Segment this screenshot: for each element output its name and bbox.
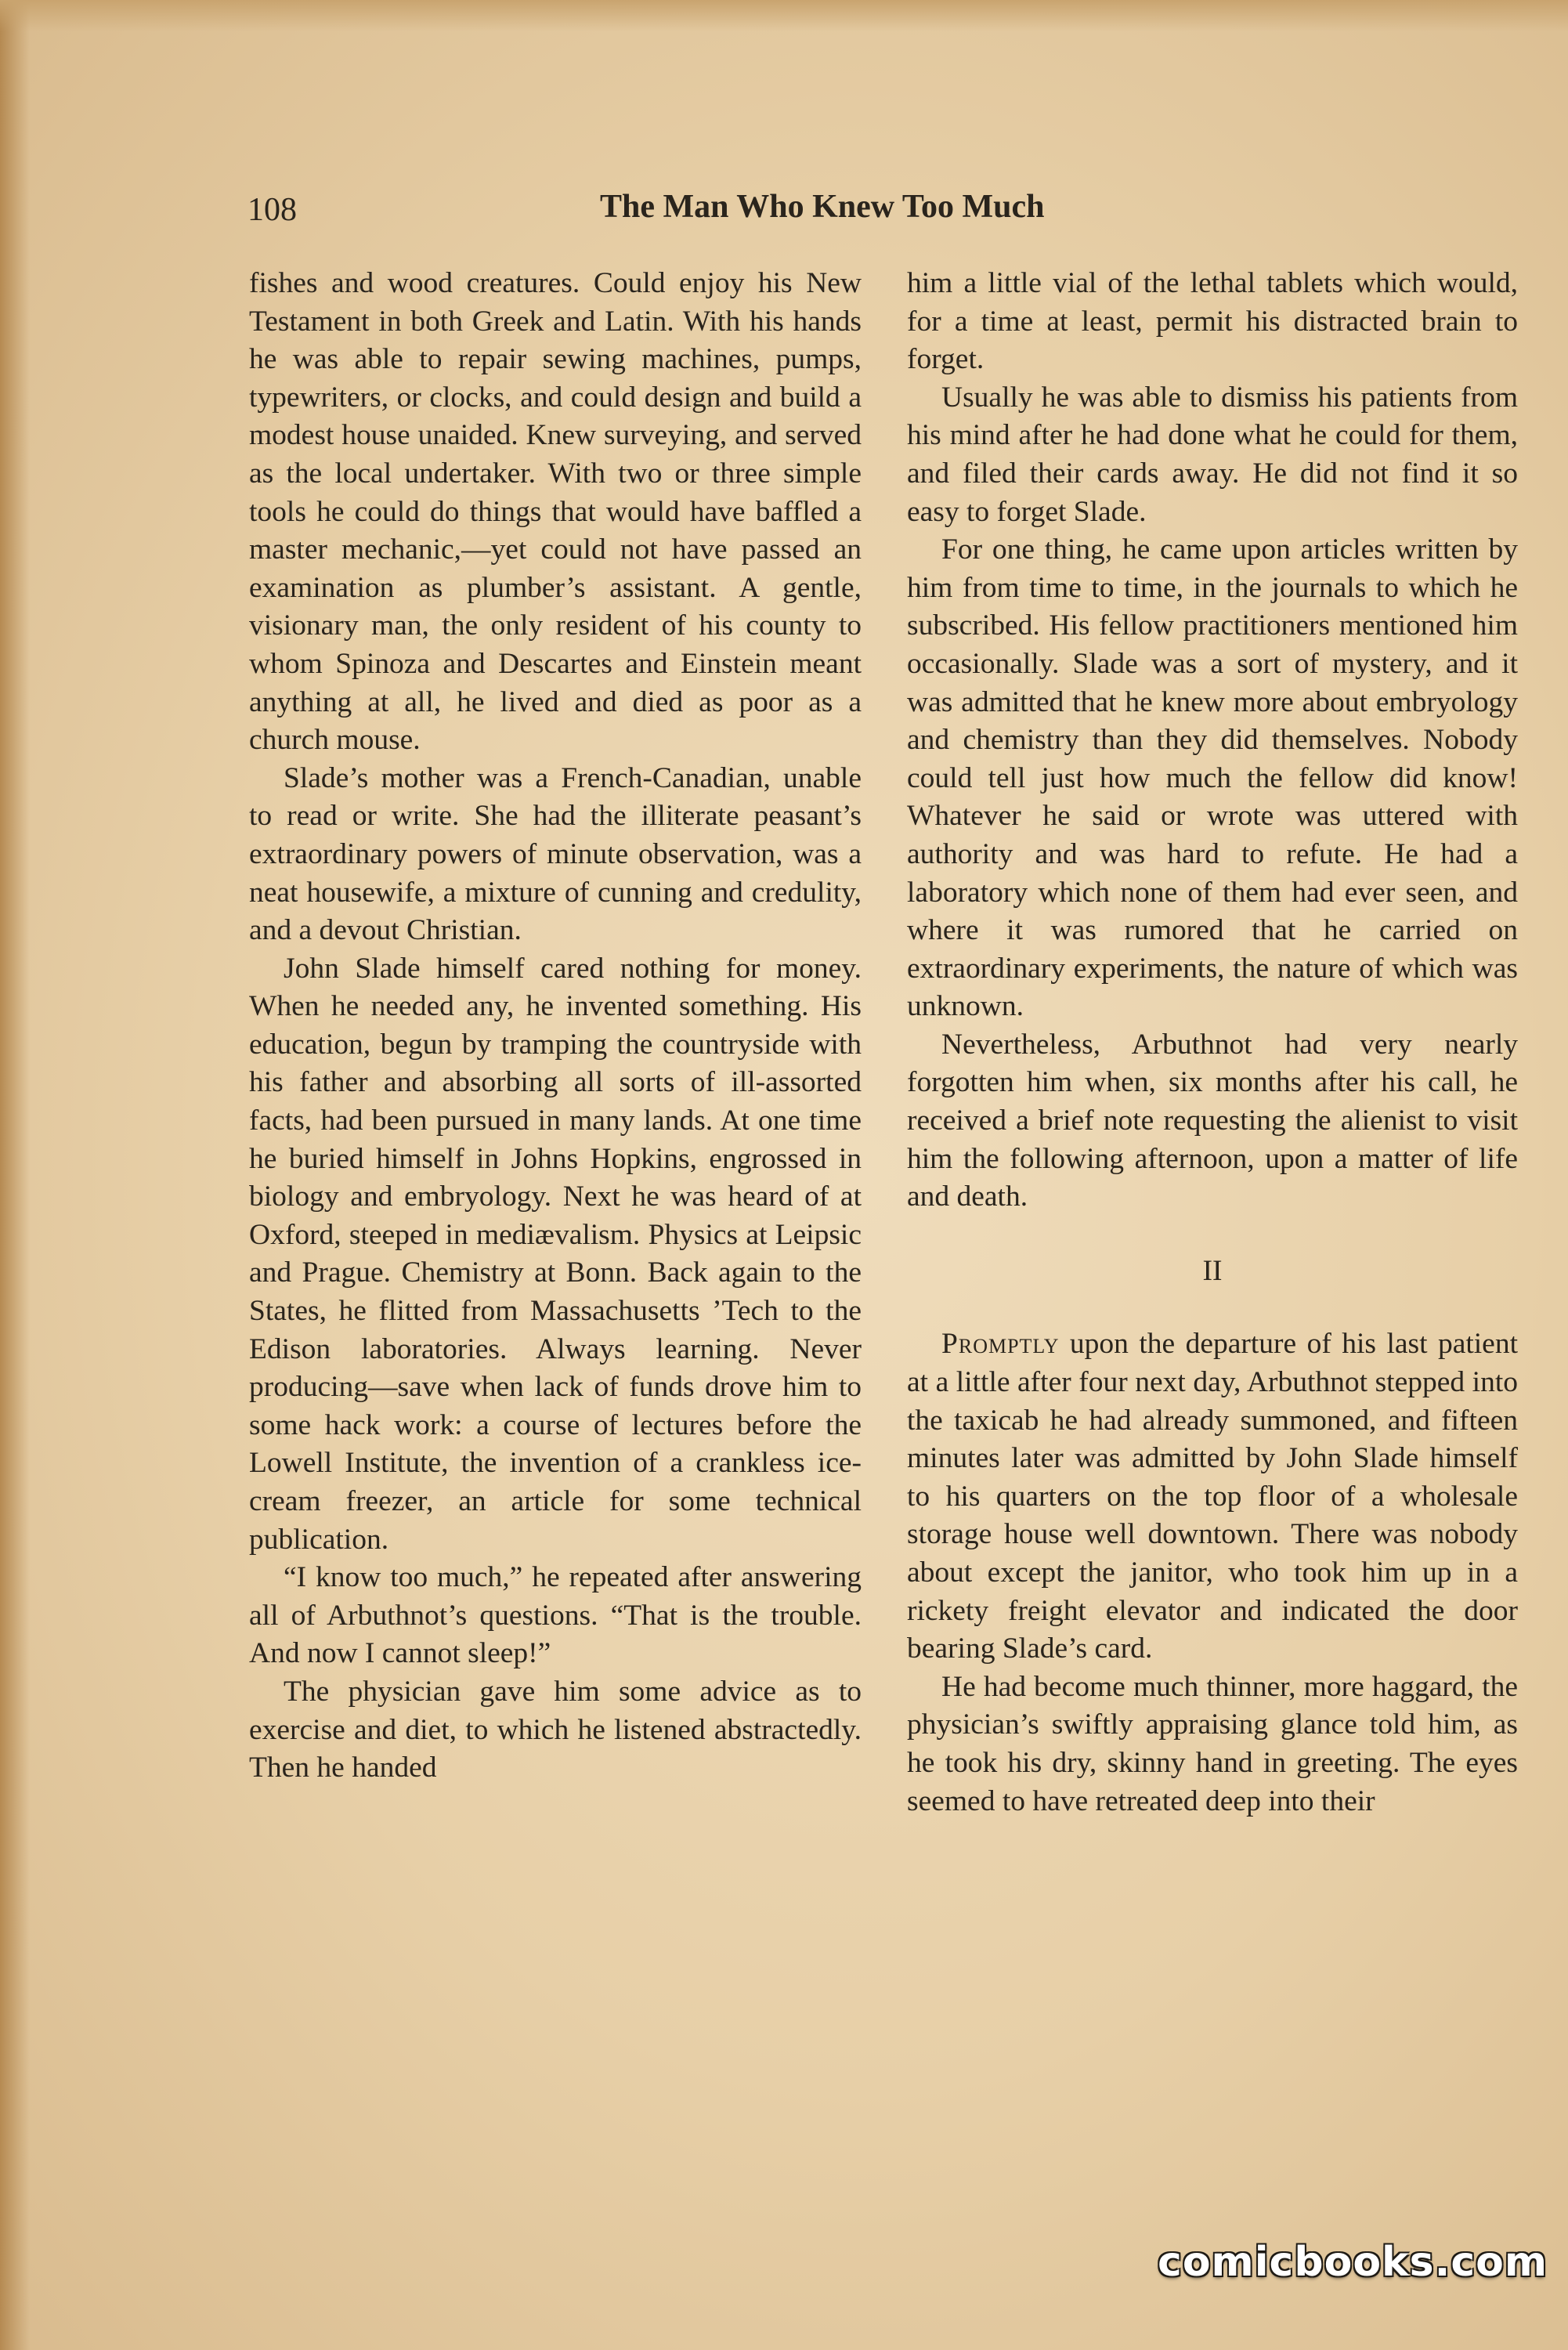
- paragraph: him a little vial of the lethal tablets which would, for a time at least, permit his distracted brain to forget.: [907, 267, 1518, 376]
- paragraph: Slade’s mother was a French-Canadian, unable to read or write. She had the illiterate peasant’s extraordinary powers of minute observation, was a neat housewife, a mixture of cunning and credulity, and a devout Christian.: [249, 761, 862, 947]
- paragraph: Usually he was able to dismiss his patients from his mind after he had done what he could for them, and filed their cards away. He did not find it so easy to forget Slade.: [907, 381, 1518, 528]
- paragraph-section-start: [907, 1325, 1518, 1668]
- paragraph: The physician gave him some advice as to exercise and diet, to which he listened abstractedly. Then he handed: [249, 1675, 862, 1784]
- section-number: II: [1202, 1254, 1223, 1287]
- lead-word: Promptly: [941, 1328, 1060, 1361]
- paragraph: For one thing, he came upon articles written by him from time to time, in the journals to which he subscribed. His fellow practitioners mentioned him occasionally. Slade was a sort of mystery, and it was admitted that he knew more about embryology and chemistry than they did themselves. Nobody could tell just how much the fellow did know! Whatever he said or wrote was uttered with authority and was hard to refute. He had a laboratory which none of them had ever seen, and where it was rumored that he carried on extraordinary experiments, the nature of which was unknown.: [907, 533, 1518, 1023]
- left-column: [249, 265, 862, 1788]
- paragraph: fishes and wood creatures. Could enjoy his New Testament in both Greek and Latin. With his hands he was able to repair sewing machines, pumps, typewriters, or clocks, and could design and build a modest house unaided. Knew surveying, and served as the local undertaker. With two or three simple tools he could do things that would have baffled a master mechanic,—yet could not have passed an examination as plumber’s assistant. A gentle, visionary man, the only resident of his county to whom Spinoza and Descartes and Einstein meant anything at all, he lived and died as poor as a church mouse.: [249, 267, 862, 757]
- paragraph-text: upon the departure of his last patient at a little after four next day, Arbuthnot stepped into the taxicab he had already summoned, and fifteen minutes later was admitted by John Slade himself to his quarters on the top floor of a wholesale storage house well downtown. There was nobody about except the janitor, who took him up in a rickety freight elevator and indicated the door bearing Slade’s card.: [907, 1328, 1518, 1665]
- paragraph: “I know too much,” he repeated after answering all of Arbuthnot’s questions. “That is the trouble. And now I cannot sleep!”: [249, 1561, 862, 1670]
- page-number: 108: [247, 192, 297, 228]
- page-edge-shadow: [0, 0, 30, 2350]
- page-top-shadow: [0, 0, 1568, 31]
- paragraph: Nevertheless, Arbuthnot had very nearly forgotten him when, six months after his call, he received a brief note requesting the alienist to visit him the following afternoon, upon a matter of life and death.: [907, 1028, 1518, 1213]
- paragraph: John Slade himself cared nothing for money. When he needed any, he invented something. His education, begun by tramping the countryside with his father and absorbing all sorts of ill-assorted facts, had been pursued in many lands. At one time he buried himself in Johns Hopkins, engrossed in biology and embryology. Next he was heard of at Oxford, steeped in mediævalism. Physics at Leipsic and Prague. Chemistry at Bonn. Back again to the States, he flitted from Massachusetts ’Tech to the Edison laboratories. Always learning. Never producing—save when lack of funds drove him to some hack work: a course of lectures before the Lowell Institute, the invention of a crankless ice-cream freezer, an article for some technical publication.: [249, 952, 862, 1556]
- paragraph: He had become much thinner, more haggard, the physician’s swiftly appraising glance told him, as he took his dry, skinny hand in greeting. The eyes seemed to have retreated deep into their: [907, 1670, 1518, 1817]
- page-header: [247, 191, 1172, 238]
- running-title: The Man Who Knew Too Much: [600, 189, 1045, 225]
- right-column: [907, 265, 1518, 1820]
- watermark-logo: comicbooks.com: [1158, 2239, 1548, 2286]
